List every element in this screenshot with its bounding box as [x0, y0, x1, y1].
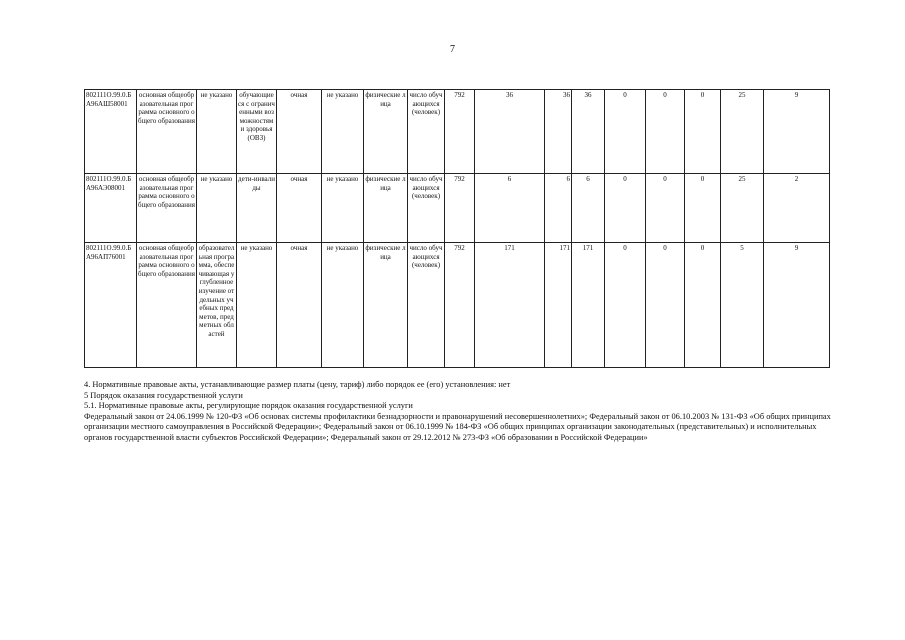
notes-section: [84, 380, 844, 444]
table-row: [85, 90, 830, 174]
cell-value: 171: [572, 243, 605, 368]
table-row: [85, 174, 830, 243]
cell-category: не указано: [237, 243, 277, 368]
cell-content2: не указано: [197, 90, 237, 174]
cell-content2: не указано: [197, 174, 237, 243]
cell-consumer: физические лица: [364, 174, 408, 243]
cell-value: 36: [545, 90, 572, 174]
cell-value: 0: [605, 243, 646, 368]
cell-category: обучающиеся с ограниченными возможностями здоровья (ОВЗ): [237, 90, 277, 174]
cell-condition: не указано: [322, 90, 364, 174]
cell-content: основная общеобразовательная программа основного общего образования: [137, 243, 197, 368]
cell-form: очная: [277, 174, 322, 243]
cell-value: 6: [572, 174, 605, 243]
cell-value: 171: [475, 243, 545, 368]
cell-value: 6: [475, 174, 545, 243]
cell-consumer: физические лица: [364, 243, 408, 368]
table-row: [85, 243, 830, 368]
cell-form: очная: [277, 243, 322, 368]
cell-unit-code: 792: [445, 90, 475, 174]
cell-indicator: число обучающихся (человек): [408, 243, 445, 368]
cell-indicator: число обучающихся (человек): [408, 174, 445, 243]
cell-value: 0: [685, 90, 721, 174]
cell-value: 9: [764, 90, 830, 174]
cell-consumer: физические лица: [364, 90, 408, 174]
cell-value: 5: [721, 243, 764, 368]
cell-code: 802111О.99.0.БА96АШ58001: [85, 90, 137, 174]
cell-value: 0: [646, 174, 685, 243]
cell-code: 802111О.99.0.БА96АЭ08001: [85, 174, 137, 243]
cell-value: 9: [764, 243, 830, 368]
page-number: 7: [450, 44, 455, 55]
cell-condition: не указано: [322, 174, 364, 243]
cell-indicator: число обучающихся (человек): [408, 90, 445, 174]
cell-value: 25: [721, 90, 764, 174]
cell-value: 0: [646, 243, 685, 368]
services-table: [84, 89, 830, 368]
cell-form: очная: [277, 90, 322, 174]
cell-value: 171: [545, 243, 572, 368]
cell-value: 25: [721, 174, 764, 243]
cell-value: 0: [685, 174, 721, 243]
note-legal-acts-heading: 5.1. Нормативные правовые акты, регулирующие порядок оказания государственной услуги: [84, 401, 413, 411]
cell-content: основная общеобразовательная программа основного общего образования: [137, 174, 197, 243]
cell-code: 802111О.99.0.БА96АП76001: [85, 243, 137, 368]
note-legal-acts-text: Федеральный закон от 24.06.1999 № 120-ФЗ «Об основах системы профилактики безнадзорности и правонарушений несовершеннолетних»; Федеральный закон от 06.10.2003 № 131-ФЗ «Об общих принципах организации местного самоуправления в Российской Федерации»; Федеральный закон от 06.10.1999 № 184-ФЗ «Об общих принципах организации законодательных (представительных) и исполнительных органов государственной власти субъектов Российской Федерации»; Федеральный закон от 29.12.2012 № 273-ФЗ «Об образовании в Российской Федерации»: [84, 411, 831, 442]
cell-condition: не указано: [322, 243, 364, 368]
note-fees: 4. Нормативные правовые акты, устанавливающие размер платы (цену, тариф) либо порядок ее (его) установления: нет: [84, 380, 511, 389]
cell-category: дети-инвалиды: [237, 174, 277, 243]
cell-value: 0: [605, 90, 646, 174]
note-procedure-heading: 5 Порядок оказания государственной услуги: [84, 390, 243, 400]
cell-unit-code: 792: [445, 243, 475, 368]
cell-unit-code: 792: [445, 174, 475, 243]
cell-value: 2: [764, 174, 830, 243]
cell-value: 36: [572, 90, 605, 174]
cell-content: основная общеобразовательная программа основного общего образования: [137, 90, 197, 174]
cell-value: 0: [605, 174, 646, 243]
cell-content2: образовательная программа, обеспечивающая углубленное изучение отдельных учебных предметов, предметных областей: [197, 243, 237, 368]
cell-value: 36: [475, 90, 545, 174]
cell-value: 6: [545, 174, 572, 243]
cell-value: 0: [646, 90, 685, 174]
cell-value: 0: [685, 243, 721, 368]
